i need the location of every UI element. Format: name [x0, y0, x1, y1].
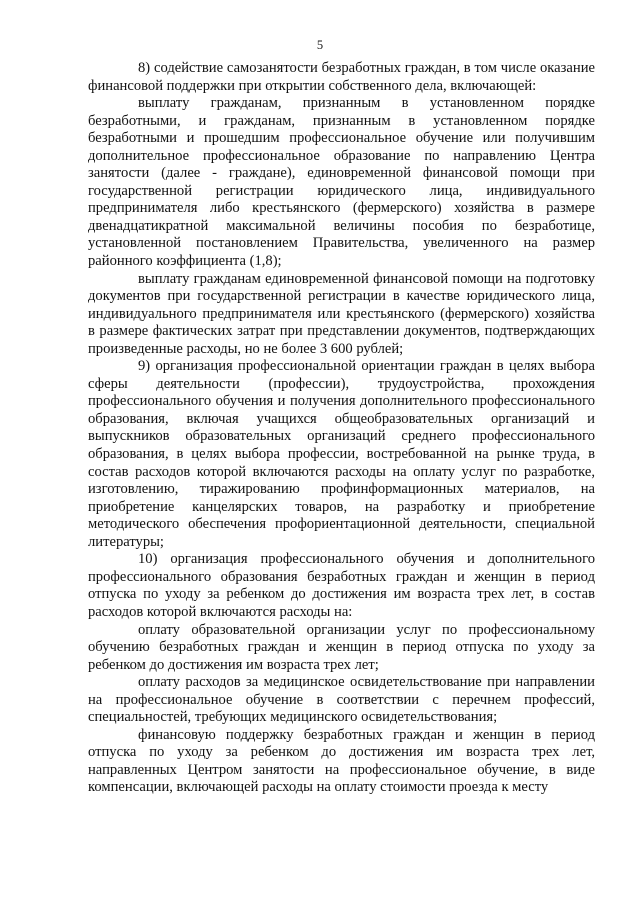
paragraph-training-payment: оплату образовательной организации услуг по профессиональному обучению безработных граждан и женщин в период отпуска по уходу за ребенком до достижения им возраста трех лет;	[88, 621, 595, 673]
paragraph-medical-examination: оплату расходов за медицинское освидетельствование при направлении на профессиональное обучение в соответствии с перечнем профессий, специальностей, требующих медицинского освидетельствования;	[88, 674, 595, 726]
paragraph-item-9: 9) организация профессиональной ориентации граждан в целях выбора сферы деятельности (профессии), трудоустройства, прохождения профессионального обучения и получения дополнительного профессионального образования, включая учащихся общеобразовательных организаций и выпускников образовательных организаций среднего профессионального образования, в целях выбора профессии, востребованной на рынке труда, в состав расходов которой включаются расходы на оплату услуг по разработке, изготовлению, тиражированию профинформационных материалов, на приобретение канцелярских товаров, на разработку и приобретение методического обеспечения профориентационной деятельности, специальной литературы;	[88, 358, 595, 550]
paragraph-item-10: 10) организация профессионального обучения и дополнительного профессионального образования безработных граждан и женщин в период отпуска по уходу за ребенком до достижения им возраста трех лет, в состав расходов которой включаются расходы на:	[88, 551, 595, 620]
page-number: 5	[316, 38, 324, 52]
paragraph-item-8: 8) содействие самозанятости безработных граждан, в том числе оказание финансовой поддержки при открытии собственного дела, включающей:	[88, 60, 595, 94]
paragraph-financial-support: финансовую поддержку безработных граждан и женщин в период отпуска по уходу за ребенком до достижения им возраста трех лет, направленных Центром занятости на профессиональное обучение, в виде компенсации, включающей расходы на оплату стоимости проезда к месту	[88, 726, 595, 796]
paragraph-payment-registration-aid: выплату гражданам, признанным в установленном порядке безработными, и гражданам, признанным в установленном порядке безработными и прошедшим профессиональное обучение или получившим дополнительное профессиональное образование по направлению Центра занятости (далее - граждане), единовременной финансовой помощи при государственной регистрации юридического лица, индивидуального предпринимателя либо крестьянского (фермерского) хозяйства в размере двенадцатикратной максимальной величины пособия по безработице, установленной постановлением Правительства, увеличенного на размер районного коэффициента (1,8);	[88, 95, 595, 270]
paragraph-payment-document-preparation: выплату гражданам единовременной финансовой помощи на подготовку документов при государственной регистрации в качестве юридического лица, индивидуального предпринимателя или крестьянского (фермерского) хозяйства в размере фактических затрат при представлении документов, подтверждающих произведенные расходы, но не более 3 600 рублей;	[88, 270, 595, 357]
document-body	[88, 60, 595, 797]
